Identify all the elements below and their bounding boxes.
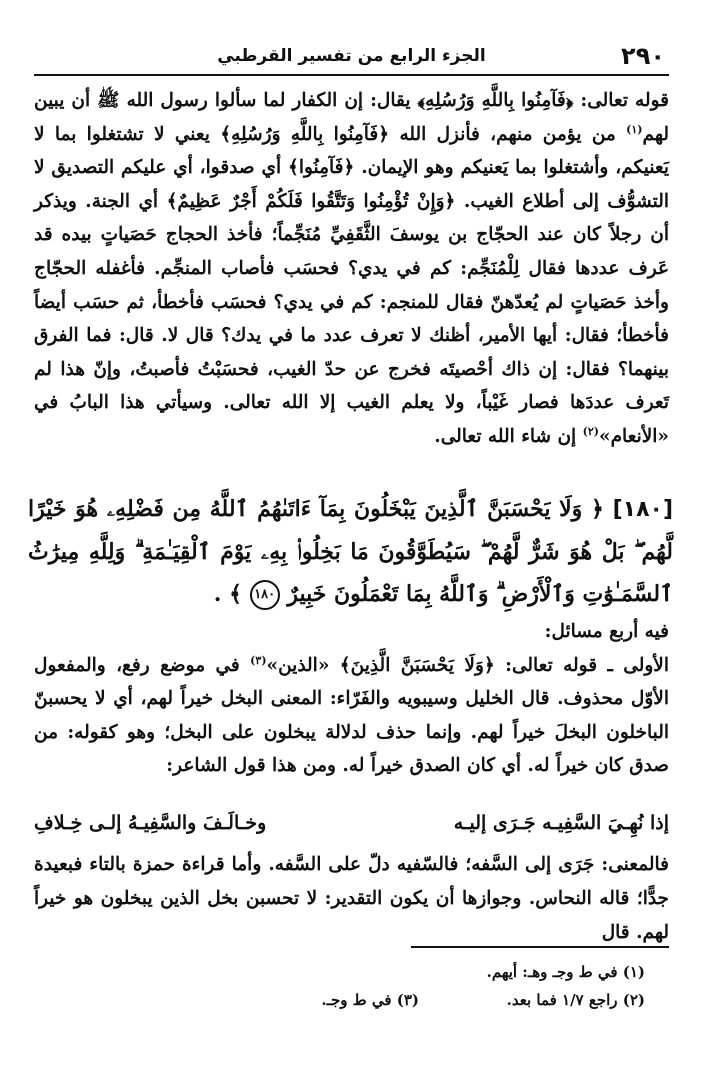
footnote-mark-2: (٢) bbox=[582, 424, 600, 438]
commentary-text-part-2: من يؤمن منهم، فأنزل الله ﴿فَآمِنُوا بِاللَّهِ وَرُسُلِهِ﴾ يعني لا تشتغلوا بما لا يَعنيكم، وأشتغلوا بما يَعنيكم وهو الإيمان. ﴿فَآمِنُوا﴾ أي صدقوا، أي عليكم التصديق لا التشوُّف إلى أطلاع الغيب. ﴿وَإِنْ تُؤْمِنُوا وَتَتَّقُوا فَلَكُمْ أَجْرٌ عَظِيمٌ﴾ أي الجنة. ويذكر أن رجلاً كان عند الحجّاج بن يوسفَ الثَّقَفِيِّ مُنَجِّماً؛ فأخذ الحجاج حَصَياتٍ بيده قد عَرف عددها فقال لِلْمُنَجِّم: كم في يدي؟ فحسَب فأصاب المنجِّم. فأغفله الحجّاج وأخذ حَصَياتٍ لم يُعدّهنّ فقال للمنجم: كم في يدي؟ فحسَب فأخطأ، ثم حسَب أيضاً فأخطأ؛ فقال: أيها الأمير، أظنك لا تعرف عدد ما في يدك؟ قال لا. قال: فما الفرق بينهما؟ فقال: إن ذاك أحْصيتَه فخرج عن حدّ الغيب، فحسَبْتُ فأصبتُ، وإنّ هذا لم تَعرف عددَها فصار غَيْباً، ولا يعلم الغيب إلا الله تعالى. وسيأتي هذا البابُ في «الأنعام» bbox=[34, 123, 669, 447]
footnote-3: (٣) في ط وجـ. bbox=[321, 991, 419, 1009]
issue-text-b: في موضع رفع، والمفعول الأوّل محذوف. قال الخليل وسيبويه والفَرّاء: المعنى البخل خيراً لهم، أي لا يحسبنّ الباخلون البخلَ خيراً لهم. وإنما حذف لدلالة يبخلون على البخل؛ وهو كقوله: من صدق كان خيراً له. أي كان الصدق خيراً له. ومن هذا قول الشاعر: bbox=[34, 654, 669, 777]
verse-number: [١٨٠] bbox=[612, 497, 673, 522]
poem-hemistich-1: إذا نُهِـيَ السَّفِيـه جَـرَى إليـه bbox=[453, 812, 669, 834]
footnote-mark-3: (٣) bbox=[250, 653, 267, 667]
commentary-paragraph bbox=[34, 84, 669, 454]
footnote-divider bbox=[411, 946, 669, 948]
issues-section bbox=[34, 615, 669, 783]
after-poem-paragraph bbox=[34, 848, 669, 950]
footnote-mark-1: (١) bbox=[626, 122, 643, 136]
page-number: ٢٩٠ bbox=[621, 42, 665, 70]
footnotes bbox=[34, 958, 669, 1014]
verse-text: ﴿ وَلَا يَحْسَبَنَّ ٱلَّذِينَ يَبْخَلُونَ بِمَآ ءَاتَىٰهُمُ ٱللَّهُ مِن فَضْلِهِۦ هُوَ خَيْرًا لَّهُم ۖ بَلْ هُوَ شَرٌّ لَّهُمْ ۖ سَيُطَوَّقُونَ مَا بَخِلُوا۟ بِهِۦ يَوْمَ ٱلْقِيَـٰمَةِ ۗ وَلِلَّهِ مِيرَٰثُ ٱلسَّمَـٰوَٰتِ وَٱلْأَرْضِ ۗ وَٱللَّهُ بِمَا تَعْمَلُونَ خَبِيرٌ bbox=[28, 496, 673, 607]
issue-text-a: قوله تعالى: ﴿وَلَا يَحْسَبَنَّ الَّذِينَ﴾ «الذين» bbox=[266, 654, 598, 676]
after-poem-text: فالمعنى: جَرَى إلى السَّفه؛ فالسّفيه دلّ على السَّفه. وأما قراءة حمزة بالتاء فبعيدة جدًّا؛ قاله النحاس. وجوازها أن يكون التقدير: لا تحسبن بخل الذين يبخلون هو خيراً لهم. قال bbox=[34, 854, 669, 943]
verse-close: ﴾ . bbox=[213, 581, 242, 607]
commentary-text-part-1: قوله تعالى: ﴿فَآمِنُوا بِاللَّهِ وَرُسُلِهِ﴾ يقال: إن الكفار لما سألوا رسول الله ﷺ أن يبين لهم bbox=[34, 90, 669, 145]
footnote-1: (١) في ط وجـ وهـ: أيهم. bbox=[486, 963, 645, 981]
poem-verse bbox=[34, 808, 669, 844]
commentary-text-part-3: إن شاء الله تعالى. bbox=[434, 425, 577, 447]
ayah-end-marker: ١٨٠ bbox=[250, 580, 280, 610]
issue-lead: الأولى ـ bbox=[607, 654, 669, 676]
poem-hemistich-2: وخـالَـفَ والسَّفِيـهُ إلـى خِـلافِ bbox=[34, 812, 267, 834]
issues-intro: فيه أربع مسائل: bbox=[544, 621, 669, 642]
quran-verse bbox=[28, 488, 673, 615]
running-title: الجزء الرابع من تفسير القرطبي bbox=[217, 46, 486, 66]
footnote-2: (٢) راجع ١/٧ فما بعد. bbox=[506, 991, 645, 1009]
page-header bbox=[34, 40, 669, 76]
